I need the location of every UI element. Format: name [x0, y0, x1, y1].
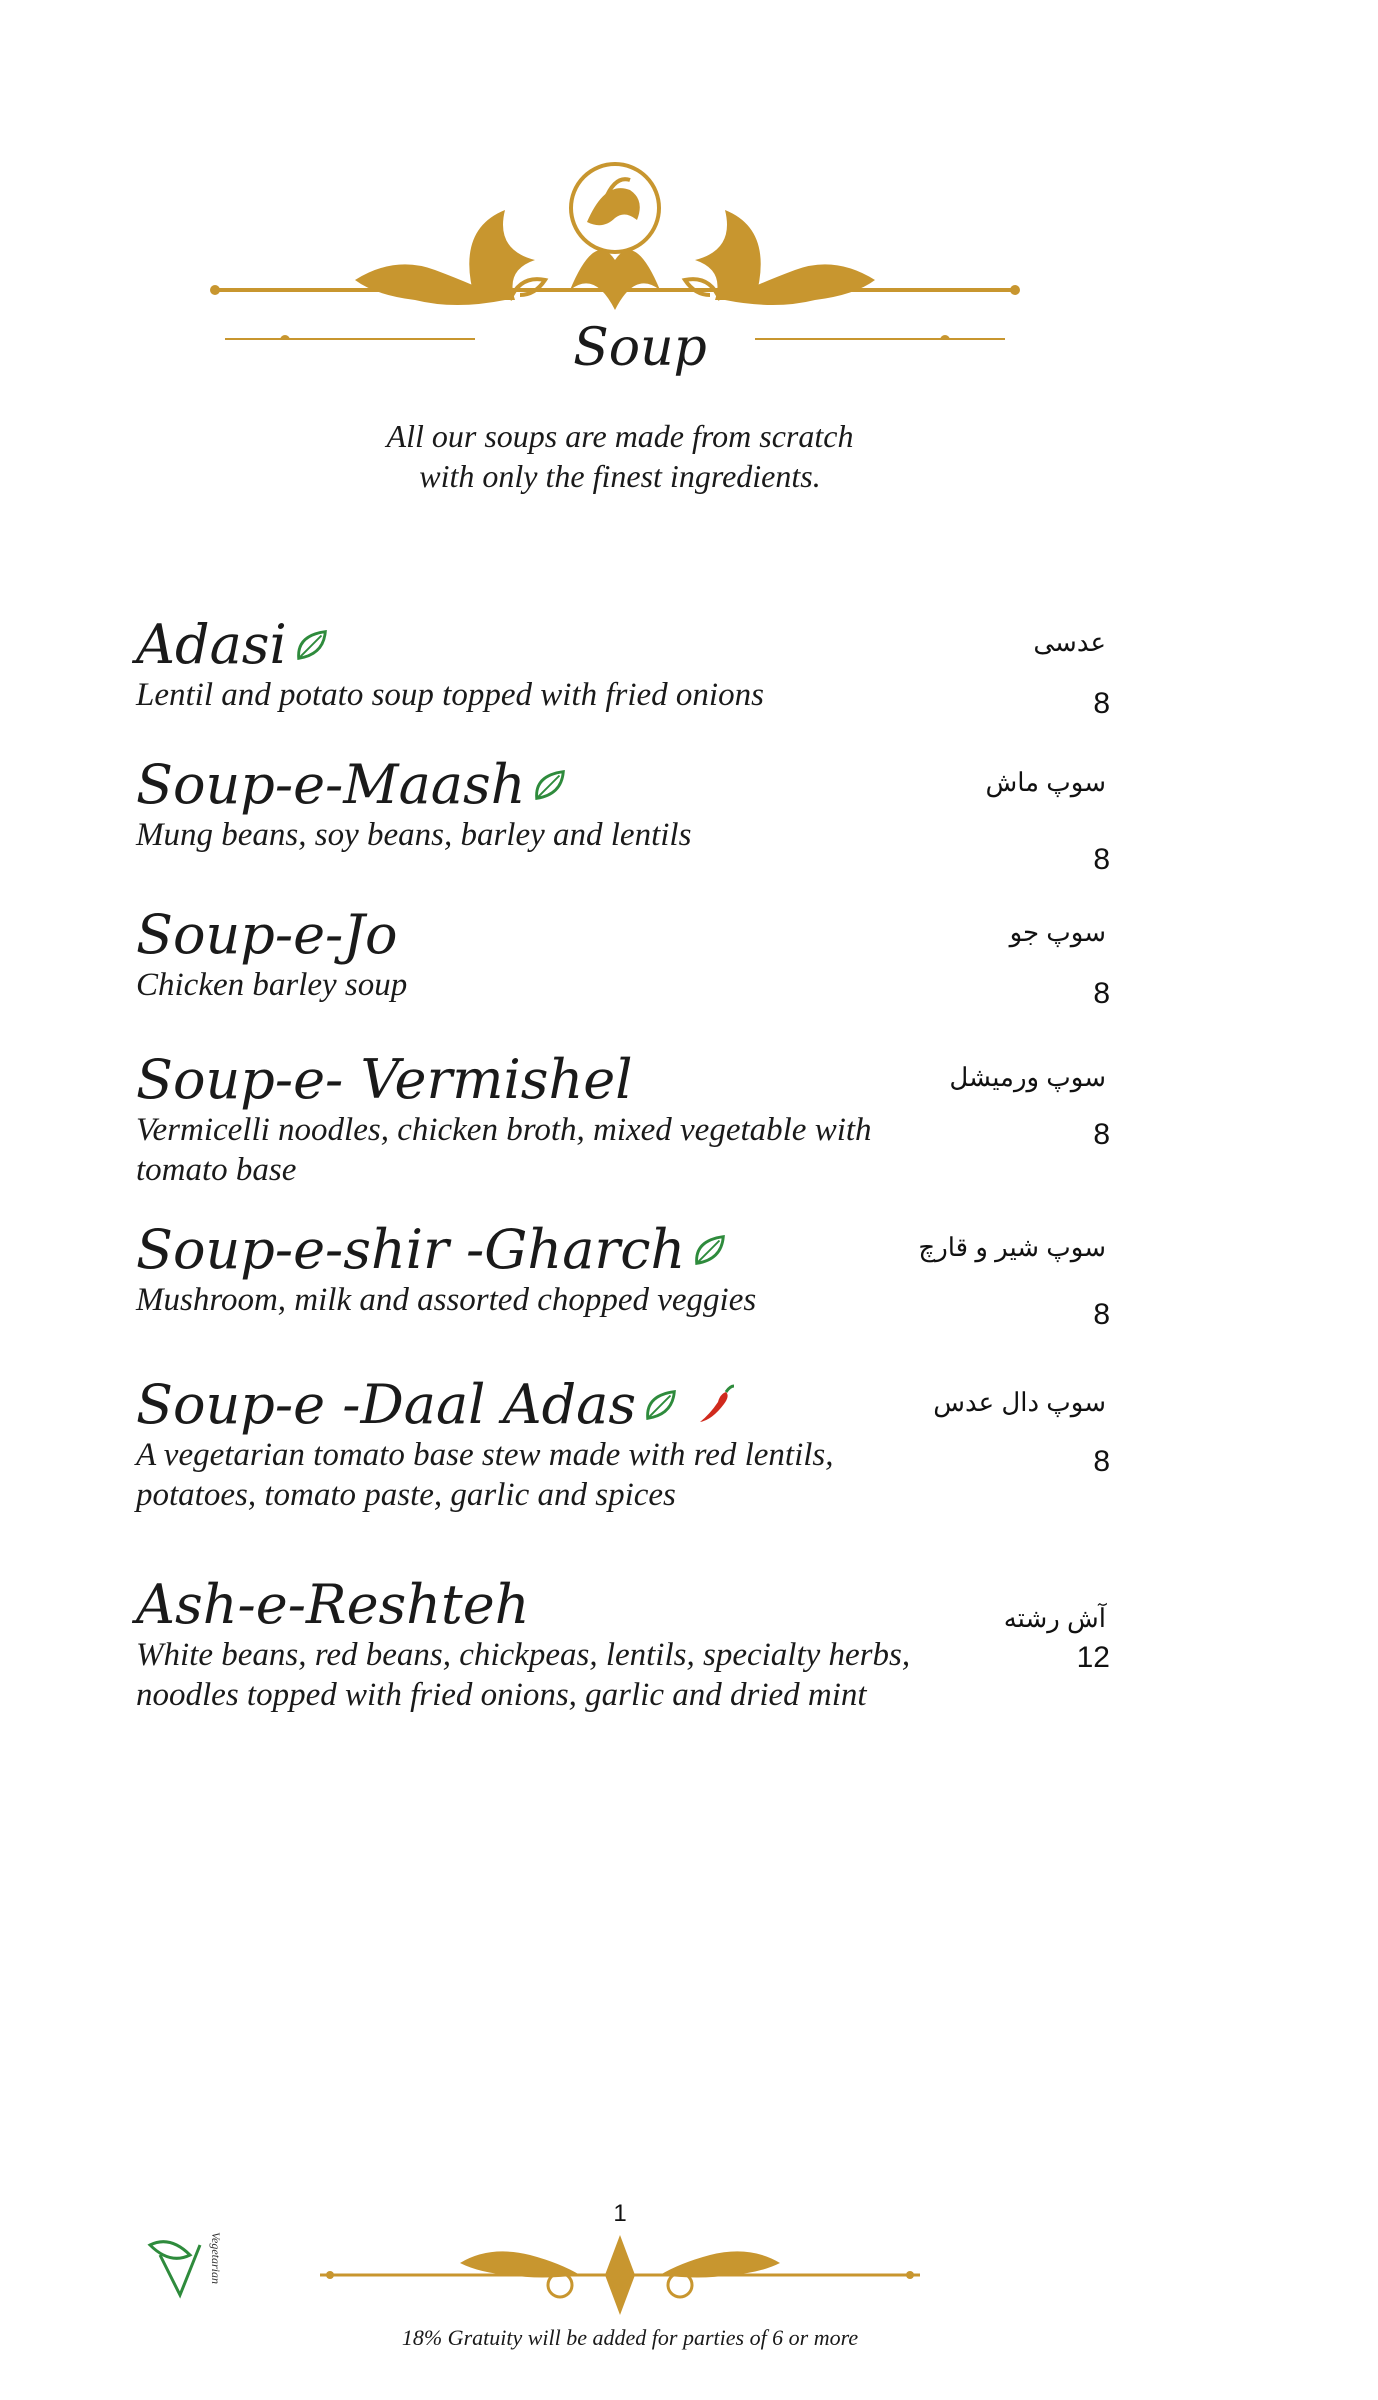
item-price: 8 [1093, 1298, 1110, 1331]
item-name: Soup-e- Vermishel [136, 1048, 633, 1111]
item-name: Adasi [136, 613, 287, 676]
spicy-chili-icon [692, 1382, 738, 1428]
item-name: Soup-e-Maash [136, 753, 526, 816]
top-ornament [175, 160, 1055, 340]
gratuity-note: 18% Gratuity will be added for parties of 6 or more [401, 2325, 859, 2350]
item-price: 8 [1093, 1118, 1110, 1151]
section-subtitle [280, 416, 960, 496]
item-farsi-name: سوپ دال عدس [933, 1387, 1106, 1417]
item-description-line-2: tomato base [136, 1152, 297, 1188]
item-name: Soup-e -Daal Adas [136, 1373, 637, 1436]
item-name: Soup-e-Jo [136, 903, 398, 966]
item-name-row [136, 1575, 1136, 1635]
vegetarian-legend-label: Vegetarian [209, 2232, 223, 2284]
item-description-line-1: A vegetarian tomato base stew made with red lentils, [136, 1437, 834, 1473]
item-description-line-2: noodles topped with fried onions, garlic and dried mint [136, 1677, 867, 1713]
item-farsi-name: سوپ ورمیشل [949, 1062, 1106, 1092]
item-description: Mushroom, milk and assorted chopped veggies [136, 1282, 757, 1318]
item-name-row [136, 905, 1136, 965]
menu-item-soup-e-maash [136, 755, 1136, 875]
vegetarian-legend-leaf-icon [140, 2225, 260, 2315]
item-description-line-1: Vermicelli noodles, chicken broth, mixed vegetable with [136, 1112, 872, 1148]
item-description: Mung beans, soy beans, barley and lentils [136, 817, 692, 853]
menu-item-ash-e-reshteh [136, 1575, 1136, 1725]
item-name-row [136, 615, 1136, 675]
item-name: Ash-e-Reshteh [136, 1573, 530, 1636]
item-price: 8 [1093, 843, 1110, 876]
item-description: Chicken barley soup [136, 967, 408, 1003]
menu-item-soup-e-vermishel [136, 1050, 1136, 1200]
item-price: 12 [1076, 1641, 1110, 1674]
item-price: 8 [1093, 977, 1110, 1010]
menu-item-adasi [136, 615, 1136, 725]
item-farsi-name: عدسی [1033, 627, 1106, 657]
item-farsi-name: سوپ شیر و قارچ [918, 1232, 1106, 1262]
item-description-line-1: White beans, red beans, chickpeas, lentils, specialty herbs, [136, 1637, 911, 1673]
page-number: 1 [613, 2200, 627, 2227]
subtitle-line-1: All our soups are made from scratch [386, 418, 854, 454]
item-farsi-name: سوپ جو [1009, 917, 1106, 947]
vegetarian-leaf-icon [293, 626, 331, 664]
item-farsi-name: آش رشته [1003, 1603, 1106, 1633]
item-price: 8 [1093, 1445, 1110, 1478]
menu-item-soup-e-jo [136, 905, 1136, 1015]
vegetarian-leaf-icon [531, 766, 569, 804]
item-description-line-2: potatoes, tomato paste, garlic and spices [136, 1477, 676, 1513]
vegetarian-leaf-icon [642, 1386, 680, 1424]
item-name: Soup-e-shir -Gharch [136, 1218, 686, 1281]
item-price: 8 [1093, 687, 1110, 720]
item-farsi-name: سوپ ماش [985, 767, 1106, 797]
bottom-ornament [320, 2225, 920, 2325]
menu-item-soup-e-daal-adas [136, 1375, 1136, 1525]
subtitle-line-2: with only the finest ingredients. [419, 458, 821, 494]
vegetarian-leaf-icon [691, 1231, 729, 1269]
item-description: Lentil and potato soup topped with fried onions [136, 677, 764, 713]
menu-item-soup-e-shir-gharch [136, 1220, 1136, 1330]
section-title: Soup [573, 318, 707, 378]
